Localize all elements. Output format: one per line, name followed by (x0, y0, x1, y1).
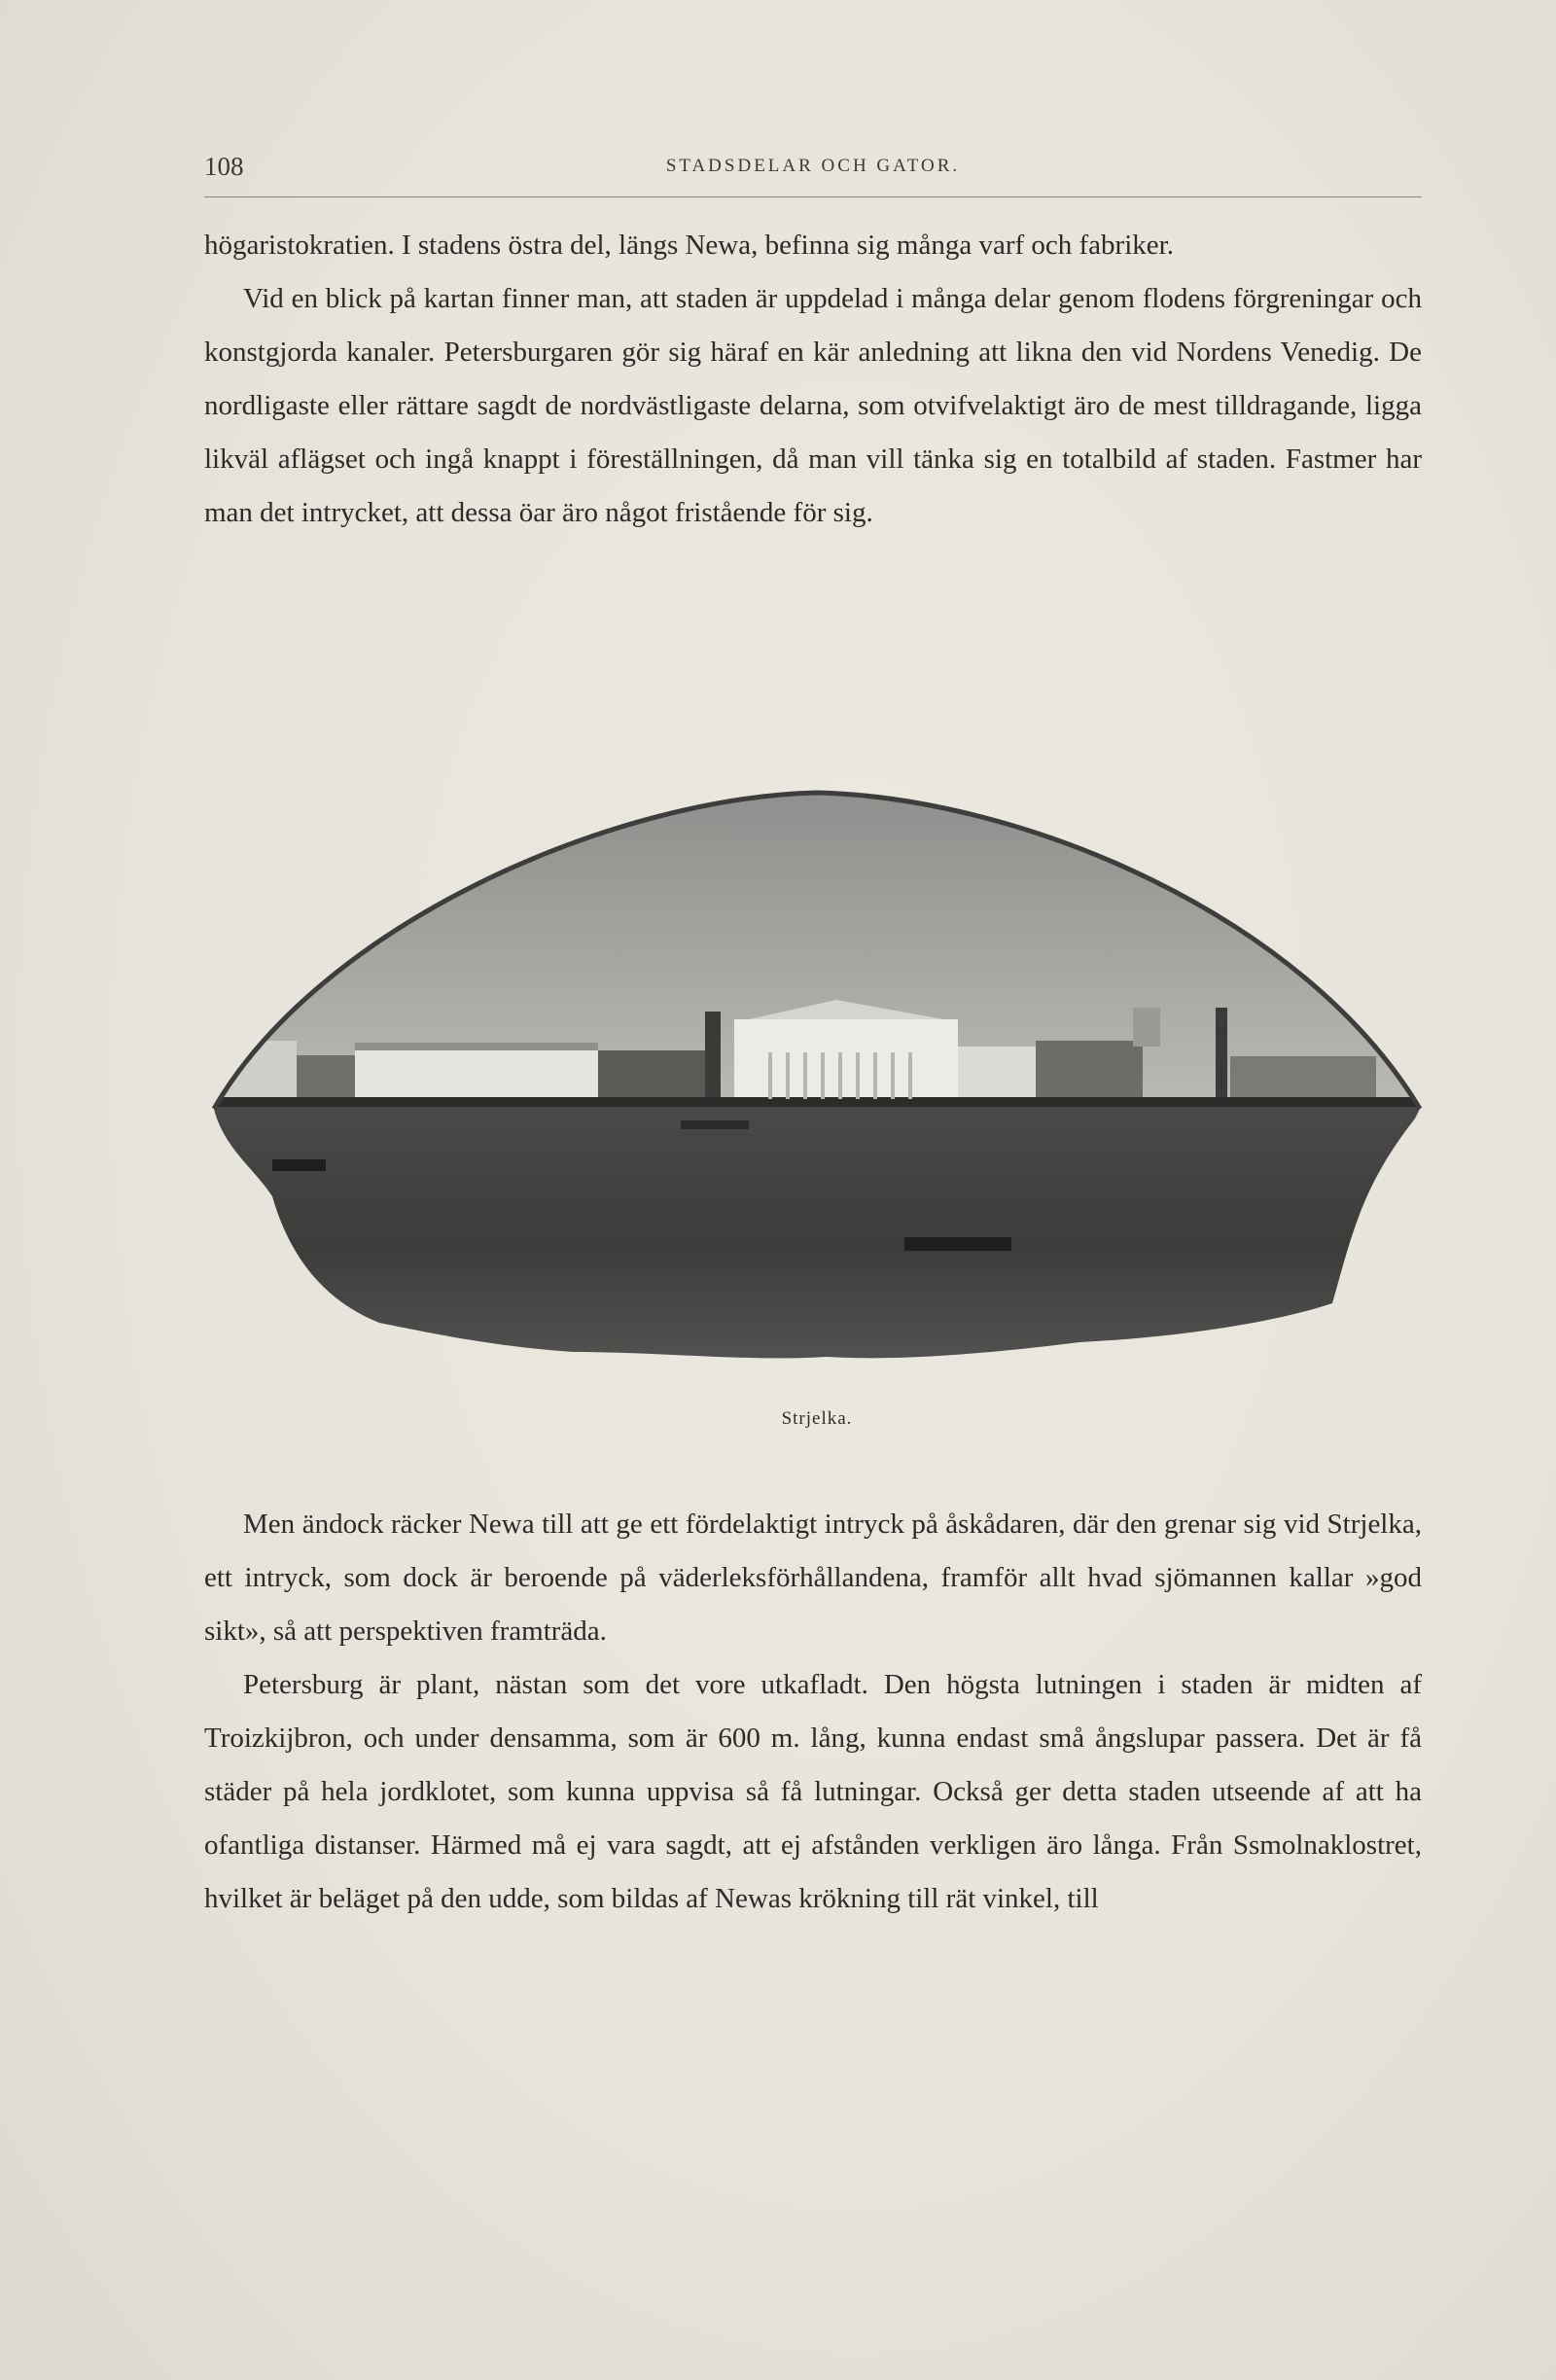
running-head (204, 146, 1422, 197)
body-text-top (204, 219, 1422, 540)
vignette-photo (204, 778, 1430, 1401)
paragraph: högaristokratien. I stadens östra del, längs Newa, befinna sig många varf och fabriker. (204, 230, 1174, 261)
figure-strjelka (204, 778, 1430, 1429)
body-text-bottom (204, 1498, 1422, 1926)
figure-caption: Strjelka. (781, 1408, 853, 1429)
running-title: STADSDELAR OCH GATOR. (665, 156, 961, 176)
paragraph: Vid en blick på kartan finner man, att staden är uppdelad i många delar genom flodens förgreningar och konstgjorda kanaler. Petersburgaren gör sig häraf en kär anledning att likna den vid Nordens Venedig. De nordligaste eller rättare sagdt de nordvästligaste delarna, som otvifvelaktigt äro de mest tilldragande, ligga likväl aflägset och ingå knappt i föreställningen, då man vill tänka sig en totalbild af staden. Fastmer har man det intrycket, att dessa öar äro något fristående för sig. (204, 283, 1422, 528)
paragraph: Men ändock räcker Newa till att ge ett fördelaktigt intryck på åskådaren, där den grenar sig vid Strjelka, ett intryck, som dock är beroende på väderleksförhållandena, framför allt hvad sjömannen kallar »god sikt», så att perspektiven framträda. (204, 1509, 1422, 1647)
page-number: 108 (204, 152, 244, 181)
paragraph: Petersburg är plant, nästan som det vore utkafladt. Den högsta lutningen i staden är midten af Troizkijbron, och under densamma, som är 600 m. lång, kunna endast små ångslupar passera. Det är få städer på hela jordklotet, som kunna uppvisa så få lutningar. Också ger detta staden utseende af att ha ofantliga distanser. Härmed må ej vara sagdt, att ej afstånden verkligen äro långa. Från Ssmolnaklostret, hvilket är beläget på den udde, som bildas af Newas krökning till rät vinkel, till (204, 1669, 1422, 1914)
